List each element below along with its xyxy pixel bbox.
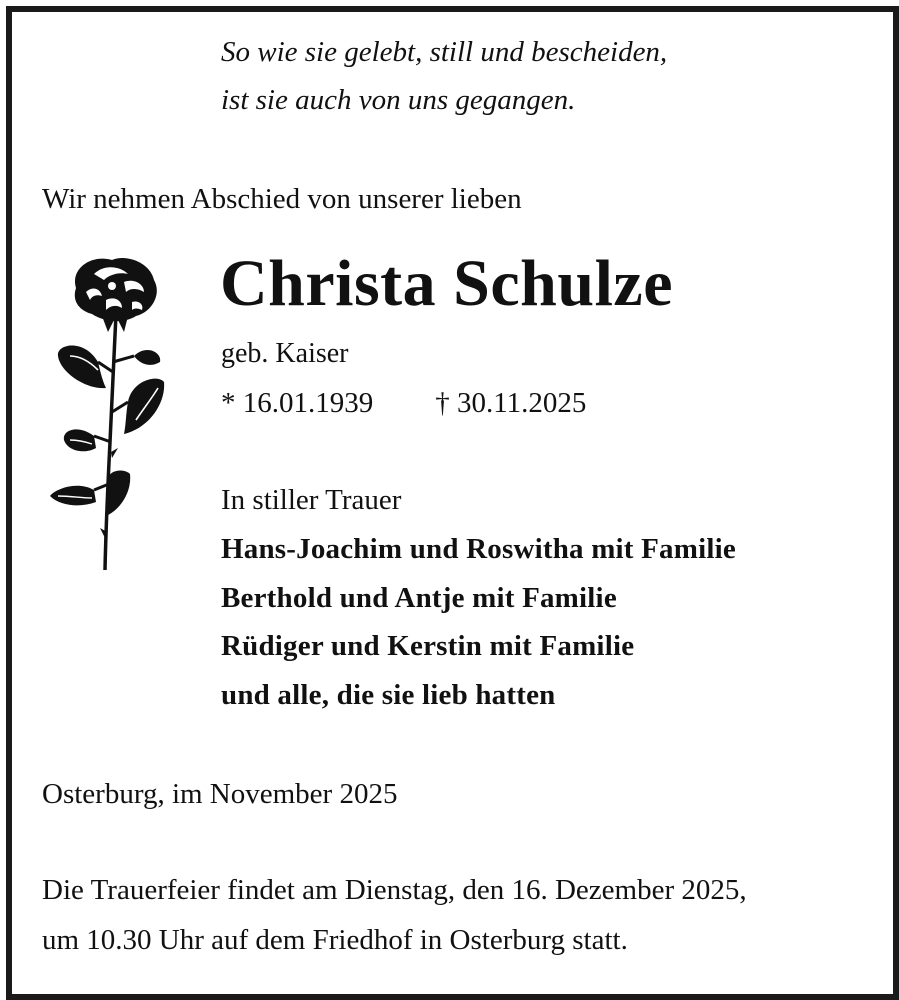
life-dates [221, 387, 586, 420]
birth-date: * 16.01.1939 [221, 387, 374, 419]
intro-text: Wir nehmen Abschied von unserer lieben [42, 183, 522, 215]
mourner-line: Berthold und Antje mit Familie [221, 582, 617, 614]
rose-icon [46, 252, 176, 574]
quote-line-1: So wie sie gelebt, still und bescheiden, [221, 36, 668, 68]
death-date: † 30.11.2025 [435, 387, 587, 419]
mourning-intro: In stiller Trauer [221, 484, 402, 516]
mourner-line: Hans-Joachim und Roswitha mit Familie [221, 533, 736, 565]
funeral-info-line-1: Die Trauerfeier findet am Dienstag, den 16. Dezember 2025, [42, 874, 747, 906]
mourner-line: und alle, die sie lieb hatten [221, 679, 556, 711]
place-date: Osterburg, im November 2025 [42, 778, 398, 810]
maiden-name: geb. Kaiser [221, 338, 349, 369]
funeral-info-line-2: um 10.30 Uhr auf dem Friedhof in Osterburg statt. [42, 924, 628, 956]
mourner-line: Rüdiger und Kerstin mit Familie [221, 630, 635, 662]
quote-line-2: ist sie auch von uns gegangen. [221, 84, 576, 116]
deceased-name: Christa Schulze [220, 247, 673, 320]
